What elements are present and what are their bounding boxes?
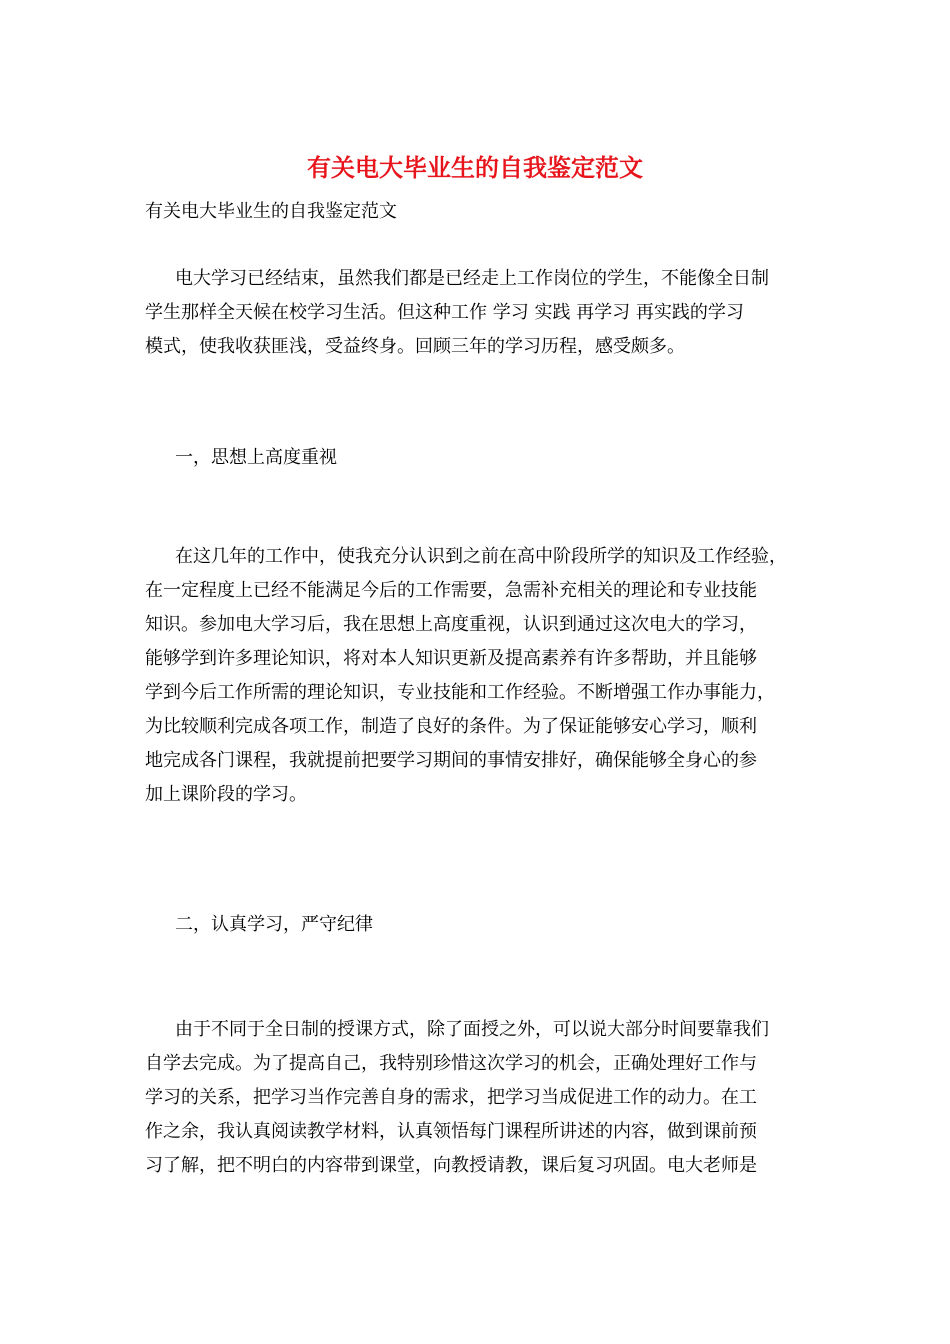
- paragraph-line: 在这几年的工作中，使我充分认识到之前在高中阶段所学的知识及工作经验，: [175, 546, 787, 567]
- paragraph-line: 自学去完成。为了提高自己，我特别珍惜这次学习的机会，正确处理好工作与: [145, 1053, 757, 1074]
- section-heading-2: 二，认真学习，严守纪律: [175, 914, 373, 935]
- document-subtitle: 有关电大毕业生的自我鉴定范文: [145, 201, 397, 222]
- paragraph-line: 习了解，把不明白的内容带到课堂，向教授请教，课后复习巩固。电大老师是: [145, 1155, 757, 1176]
- document-title: 有关电大毕业生的自我鉴定范文: [307, 153, 643, 182]
- paragraph-line: 由于不同于全日制的授课方式，除了面授之外，可以说大部分时间要靠我们: [175, 1019, 769, 1040]
- paragraph-intro: [145, 262, 825, 364]
- paragraph-line: 模式，使我收获匪浅，受益终身。回顾三年的学习历程，感受颇多。: [145, 336, 685, 357]
- paragraph-section-2: [145, 1013, 825, 1183]
- paragraph-line: 学生那样全天候在校学习生活。但这种工作 学习 实践 再学习 再实践的学习: [145, 302, 744, 323]
- paragraph-line: 加上课阶段的学习。: [145, 784, 307, 805]
- paragraph-line: 地完成各门课程，我就提前把要学习期间的事情安排好，确保能够全身心的参: [145, 750, 757, 771]
- paragraph-line: 能够学到许多理论知识，将对本人知识更新及提高素养有许多帮助，并且能够: [145, 648, 757, 669]
- paragraph-line: 作之余，我认真阅读教学材料，认真领悟每门课程所讲述的内容，做到课前预: [145, 1121, 757, 1142]
- paragraph-line: 学到今后工作所需的理论知识，专业技能和工作经验。不断增强工作办事能力，: [145, 682, 775, 703]
- paragraph-line: 学习的关系，把学习当作完善自身的需求，把学习当成促进工作的动力。在工: [145, 1087, 757, 1108]
- paragraph-line: 知识。参加电大学习后，我在思想上高度重视，认识到通过这次电大的学习，: [145, 614, 757, 635]
- paragraph-line: 电大学习已经结束，虽然我们都是已经走上工作岗位的学生，不能像全日制: [175, 268, 769, 289]
- paragraph-line: 为比较顺利完成各项工作，制造了良好的条件。为了保证能够安心学习，顺利: [145, 716, 757, 737]
- section-heading-1: 一，思想上高度重视: [175, 447, 337, 468]
- paragraph-section-1: [145, 540, 825, 812]
- paragraph-line: 在一定程度上已经不能满足今后的工作需要，急需补充相关的理论和专业技能: [145, 580, 757, 601]
